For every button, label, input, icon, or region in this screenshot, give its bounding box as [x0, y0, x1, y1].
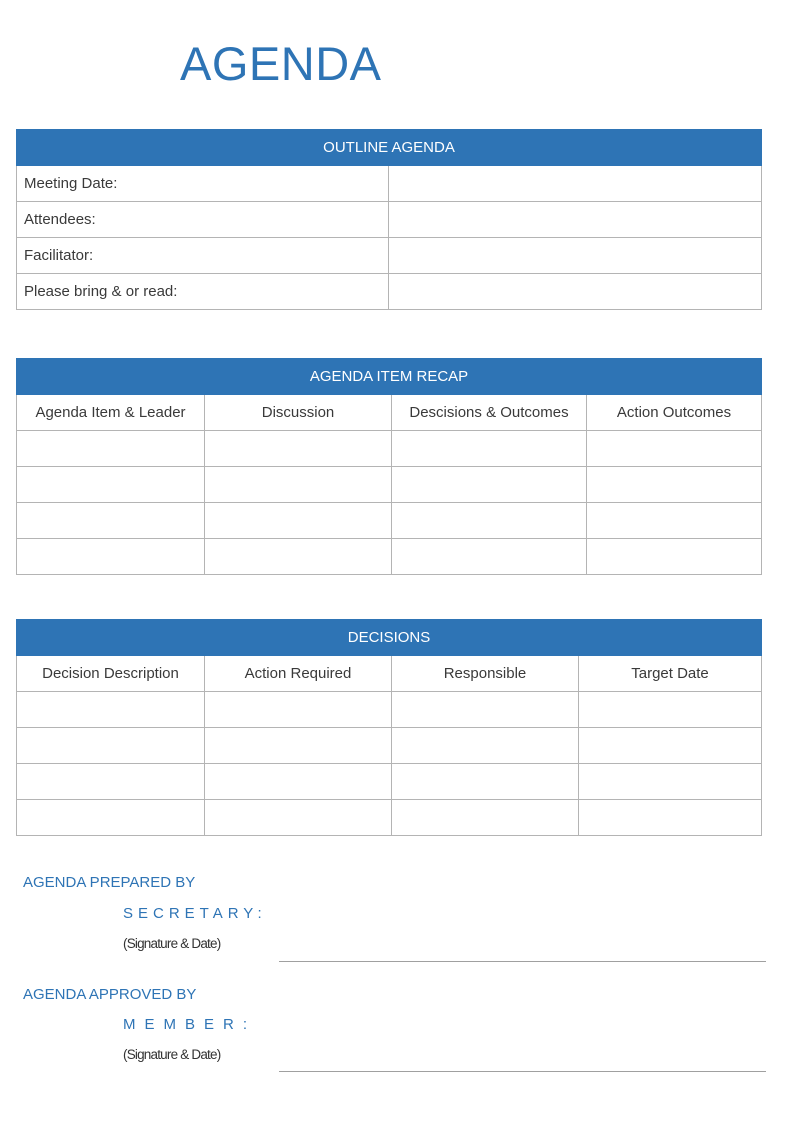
- member-signature-note: (Signature & Date): [123, 1047, 221, 1062]
- attendees-field[interactable]: [389, 202, 762, 238]
- column-header: Discussion: [205, 395, 392, 431]
- table-cell[interactable]: [587, 467, 762, 503]
- column-header: Responsible: [392, 656, 579, 692]
- page-title: AGENDA: [180, 37, 382, 90]
- table-row: [17, 692, 762, 728]
- table-cell[interactable]: [205, 467, 392, 503]
- table-cell[interactable]: [579, 800, 762, 836]
- table-cell[interactable]: [392, 764, 579, 800]
- table-row: [17, 274, 762, 310]
- table-row: [17, 539, 762, 575]
- table-cell[interactable]: [392, 467, 587, 503]
- table-cell[interactable]: [205, 431, 392, 467]
- table-row: [17, 166, 762, 202]
- table-cell[interactable]: [205, 539, 392, 575]
- column-header: Decision Description: [17, 656, 205, 692]
- column-header: Target Date: [579, 656, 762, 692]
- table-cell[interactable]: [17, 800, 205, 836]
- table-cell[interactable]: [587, 539, 762, 575]
- table-row: [17, 431, 762, 467]
- member-label: MEMBER:: [123, 1016, 257, 1033]
- table-cell[interactable]: [579, 728, 762, 764]
- secretary-signature-note: (Signature & Date): [123, 936, 221, 951]
- column-header: Action Required: [205, 656, 392, 692]
- outline-agenda-header: OUTLINE AGENDA: [17, 130, 762, 166]
- meeting-date-label: Meeting Date:: [17, 166, 389, 202]
- table-cell[interactable]: [392, 431, 587, 467]
- outline-agenda-table: [16, 129, 762, 310]
- prepared-by-heading: AGENDA PREPARED BY: [23, 874, 196, 891]
- meeting-date-field[interactable]: [389, 166, 762, 202]
- secretary-label: SECRETARY:: [123, 905, 267, 922]
- table-cell[interactable]: [17, 467, 205, 503]
- agenda-item-recap-header: AGENDA ITEM RECAP: [17, 359, 762, 395]
- table-row: [17, 202, 762, 238]
- table-cell[interactable]: [587, 431, 762, 467]
- table-row: [17, 467, 762, 503]
- column-header: Agenda Item & Leader: [17, 395, 205, 431]
- facilitator-field[interactable]: [389, 238, 762, 274]
- table-cell[interactable]: [205, 764, 392, 800]
- table-row: [17, 728, 762, 764]
- table-cell[interactable]: [392, 503, 587, 539]
- table-cell[interactable]: [392, 800, 579, 836]
- approved-by-heading: AGENDA APPROVED BY: [23, 986, 197, 1003]
- table-cell[interactable]: [579, 692, 762, 728]
- table-cell[interactable]: [17, 728, 205, 764]
- member-signature-line[interactable]: [279, 1071, 766, 1072]
- table-cell[interactable]: [205, 728, 392, 764]
- table-row: [17, 764, 762, 800]
- table-cell[interactable]: [392, 539, 587, 575]
- table-cell[interactable]: [17, 503, 205, 539]
- table-cell[interactable]: [205, 503, 392, 539]
- table-cell[interactable]: [392, 728, 579, 764]
- facilitator-label: Facilitator:: [17, 238, 389, 274]
- table-cell[interactable]: [205, 800, 392, 836]
- table-header-row: [17, 656, 762, 692]
- table-cell[interactable]: [392, 692, 579, 728]
- please-bring-field[interactable]: [389, 274, 762, 310]
- table-cell[interactable]: [17, 692, 205, 728]
- table-cell[interactable]: [205, 692, 392, 728]
- table-header-row: [17, 395, 762, 431]
- attendees-label: Attendees:: [17, 202, 389, 238]
- please-bring-label: Please bring & or read:: [17, 274, 389, 310]
- table-row: [17, 503, 762, 539]
- table-row: [17, 238, 762, 274]
- column-header: Descisions & Outcomes: [392, 395, 587, 431]
- table-row: [17, 800, 762, 836]
- column-header: Action Outcomes: [587, 395, 762, 431]
- secretary-signature-line[interactable]: [279, 961, 766, 962]
- table-cell[interactable]: [587, 503, 762, 539]
- table-cell[interactable]: [579, 764, 762, 800]
- decisions-table: [16, 619, 762, 836]
- table-cell[interactable]: [17, 431, 205, 467]
- table-cell[interactable]: [17, 539, 205, 575]
- agenda-item-recap-table: [16, 358, 762, 575]
- decisions-header: DECISIONS: [17, 620, 762, 656]
- table-cell[interactable]: [17, 764, 205, 800]
